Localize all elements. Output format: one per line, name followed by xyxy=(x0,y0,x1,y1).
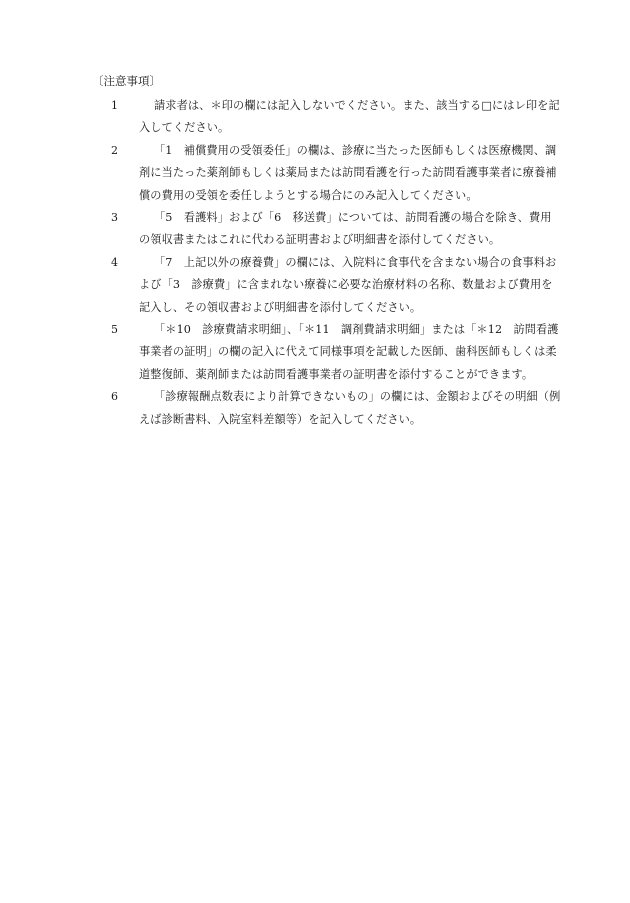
note-item-1 xyxy=(111,95,561,140)
notes-heading: 〔注意事項〕 xyxy=(92,74,161,88)
note-item-6 xyxy=(111,386,561,431)
note-text: 「7 上記以外の療養費」の欄には、入院料に食事代を含まない場合の食事料および「3 診療費」に含まれない療養に必要な治療材料の名称、数量および費用を記入し、その領収書および明細書を添付してください。 xyxy=(139,255,557,314)
note-text: 「5 看護料」および「6 移送費」については、訪問看護の場合を除き、費用の領収書またはこれに代わる証明書および明細書を添付してください。 xyxy=(139,211,552,247)
note-item-3 xyxy=(111,207,561,252)
note-number: 3 xyxy=(111,211,118,225)
note-item-2 xyxy=(111,140,561,207)
note-number: 5 xyxy=(111,323,118,337)
note-text: 「1 補償費用の受領委任」の欄は、診療に当たった医師もしくは医療機関、調剤に当たった薬剤師もしくは薬局または訪問看護を行った訪問看護事業者に療養補償の費用の受領を委任しようとする場合にのみ記入してください。 xyxy=(139,143,557,202)
notes-list xyxy=(111,95,561,431)
note-number: 1 xyxy=(111,99,118,112)
note-number: 2 xyxy=(111,143,118,157)
note-text: 請求者は、＊印の欄には記入しないでください。また、該当する□にはレ印を記入してください。 xyxy=(139,99,560,135)
note-text: 「診療報酬点数表により計算できないもの」の欄には、金額およびその明細（例えば診断書料、入院室料差額等）を記入してください。 xyxy=(139,390,561,426)
note-item-4 xyxy=(111,252,561,319)
note-text: 「＊10 診療費請求明細」、「＊11 調剤費請求明細」または「＊12 訪問看護事業者の証明」の欄の記入に代えて同様事項を記載した医師、歯科医師もしくは柔道整復師、薬剤師または訪問看護事業者の証明書を添付することができます。 xyxy=(139,323,559,381)
note-item-5 xyxy=(111,319,561,386)
note-number: 6 xyxy=(111,390,118,404)
note-number: 4 xyxy=(111,255,118,269)
